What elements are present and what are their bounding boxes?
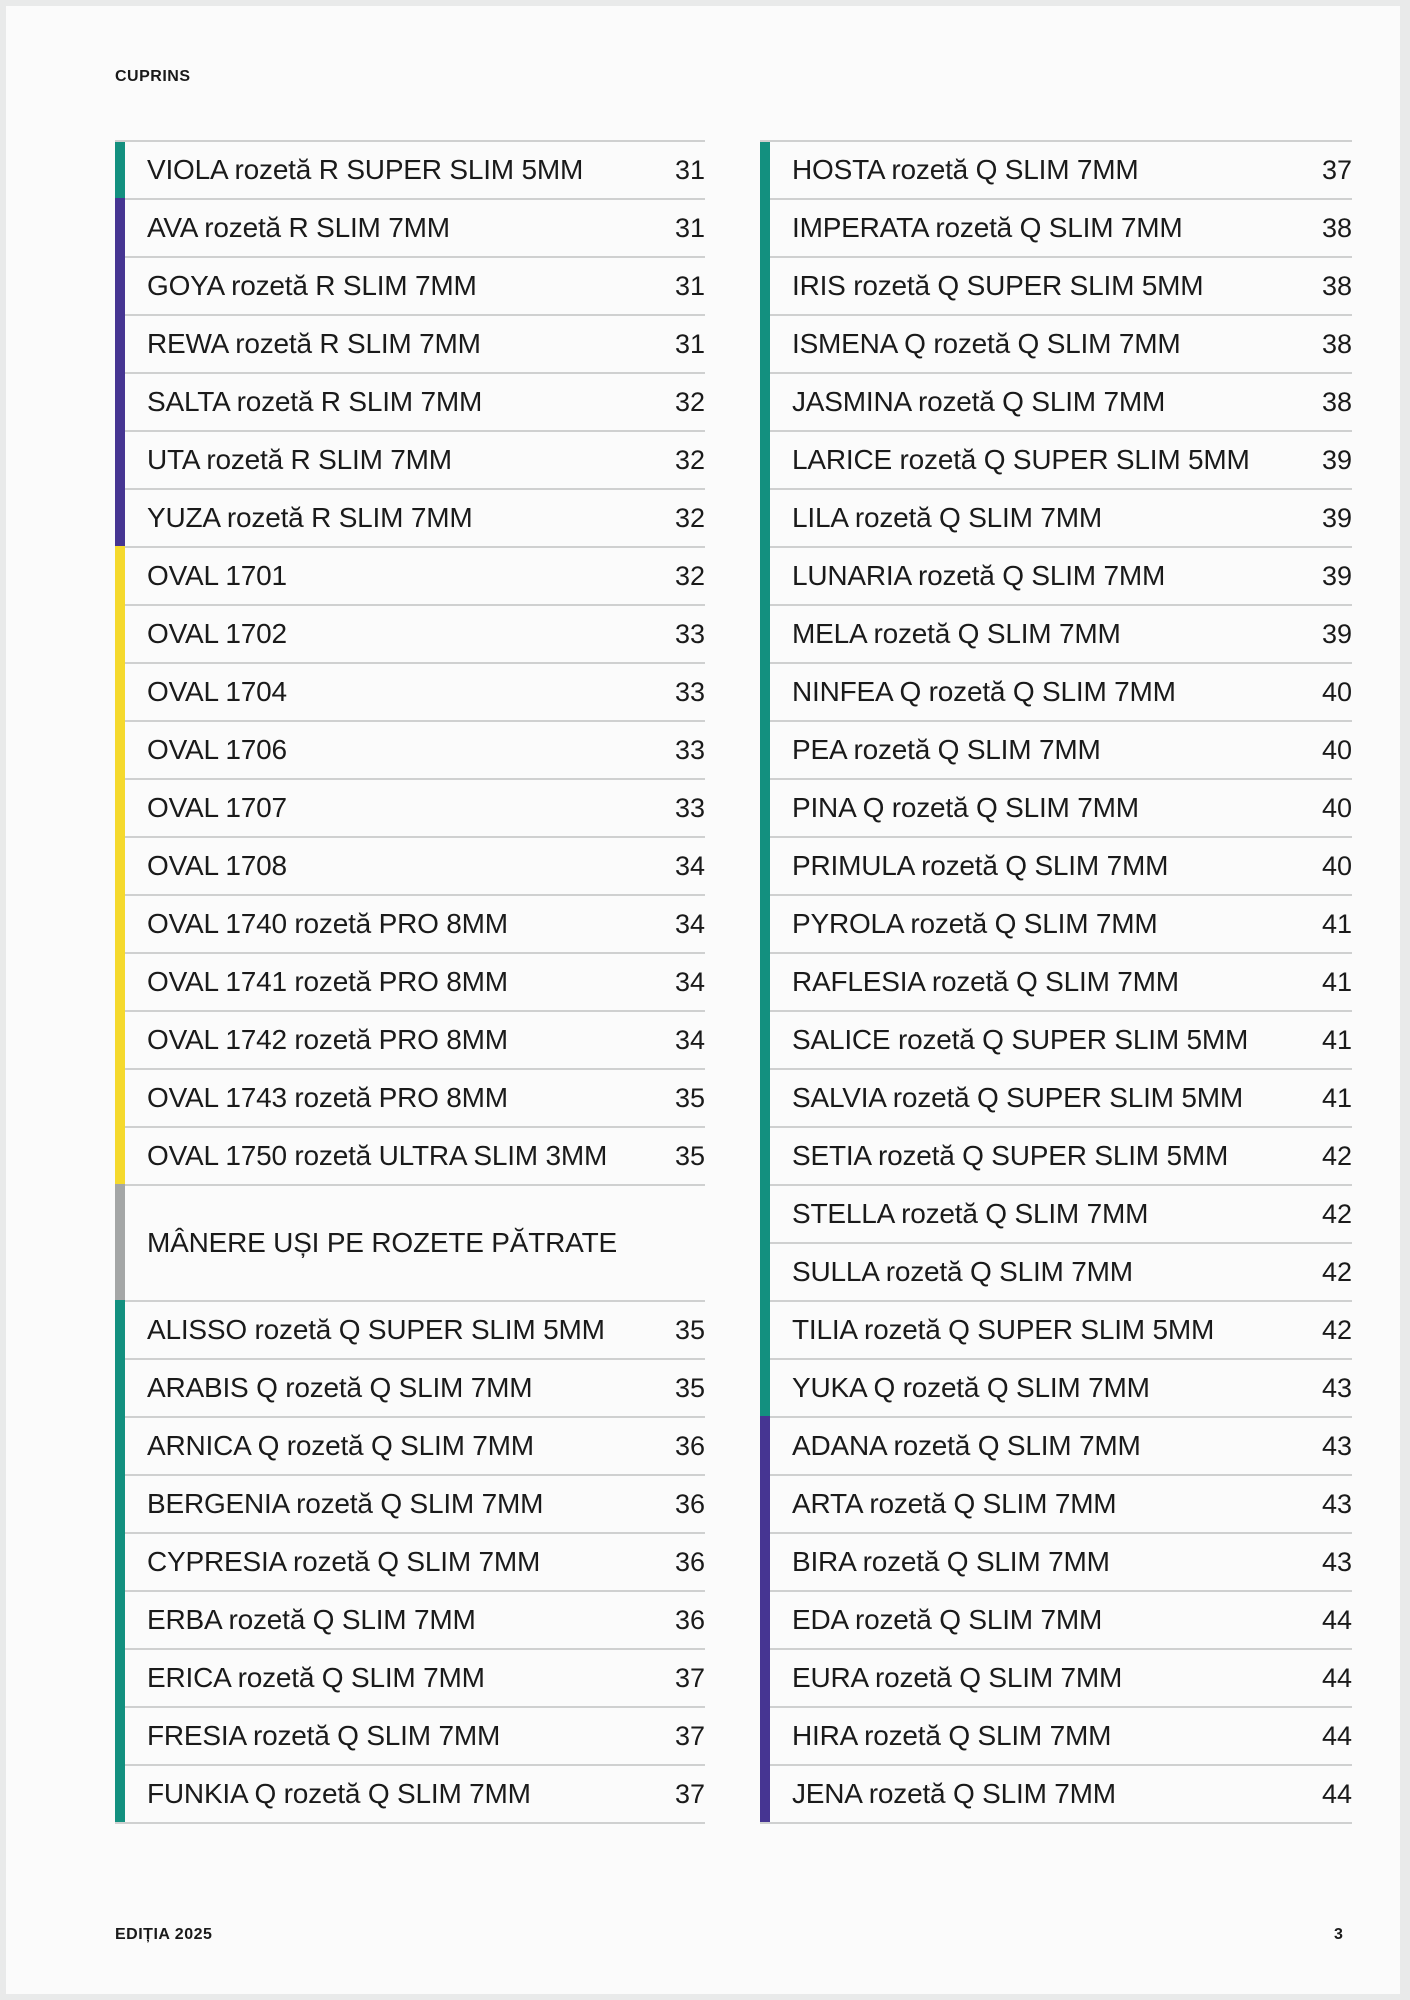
category-color-bar [115, 894, 125, 952]
toc-entry-page: 35 [674, 1314, 705, 1345]
toc-entry-page: 37 [674, 1720, 705, 1751]
toc-left-column [115, 140, 705, 1824]
catalog-page [6, 6, 1400, 1994]
toc-entry-page: 40 [1321, 792, 1352, 823]
toc-entry-label: OVAL 1701 [147, 560, 287, 591]
toc-entry-label: CYPRESIA rozetă Q SLIM 7MM [147, 1546, 541, 1577]
toc-entry-label: SALVIA rozetă Q SUPER SLIM 5MM [792, 1082, 1243, 1113]
toc-entry-label: MÂNERE UȘI PE ROZETE PĂTRATE [147, 1227, 617, 1258]
toc-entry[interactable] [115, 1764, 705, 1822]
toc-entry-label: BERGENIA rozetă Q SLIM 7MM [147, 1488, 544, 1519]
toc-entry-label: VIOLA rozetă R SUPER SLIM 5MM [147, 154, 584, 185]
toc-entry-page: 32 [674, 444, 705, 475]
toc-entry-label: REWA rozetă R SLIM 7MM [147, 328, 481, 359]
column-bottom-rule [115, 1822, 705, 1824]
category-color-bar [760, 1764, 770, 1822]
category-color-bar [760, 1068, 770, 1126]
category-color-bar [760, 720, 770, 778]
toc-entry[interactable] [760, 1764, 1352, 1822]
toc-entry-page: 34 [674, 908, 705, 939]
toc-entry[interactable] [115, 836, 705, 894]
toc-entry[interactable] [760, 1010, 1352, 1068]
toc-entry[interactable] [760, 952, 1352, 1010]
toc-entry-label: OVAL 1740 rozetă PRO 8MM [147, 908, 508, 939]
toc-entry-page: 38 [1321, 270, 1352, 301]
toc-entry[interactable] [115, 662, 705, 720]
toc-entry-page: 44 [1321, 1720, 1352, 1751]
toc-entry-label: PEA rozetă Q SLIM 7MM [792, 734, 1101, 765]
toc-entry-label: PINA Q rozetă Q SLIM 7MM [792, 792, 1139, 823]
toc-entry-page: 39 [1321, 560, 1352, 591]
page-title: CUPRINS [115, 68, 191, 85]
toc-entry[interactable] [115, 1474, 705, 1532]
category-color-bar [115, 256, 125, 314]
toc-entry-page: 41 [1321, 1024, 1352, 1055]
column-bottom-rule [760, 1822, 1352, 1824]
toc-entry[interactable] [115, 1590, 705, 1648]
toc-entry[interactable] [760, 1300, 1352, 1358]
toc-entry-page: 32 [674, 560, 705, 591]
category-color-bar [760, 1010, 770, 1068]
toc-entry-page: 35 [674, 1082, 705, 1113]
category-color-bar [115, 546, 125, 604]
category-color-bar [760, 1184, 770, 1242]
toc-entry[interactable] [760, 720, 1352, 778]
toc-entry-page: 37 [1321, 154, 1352, 185]
toc-entry-page: 31 [674, 270, 705, 301]
category-color-bar [760, 1474, 770, 1532]
category-color-bar [115, 1416, 125, 1474]
toc-entry-label: ISMENA Q rozetă Q SLIM 7MM [792, 328, 1181, 359]
toc-entry[interactable] [115, 1706, 705, 1764]
category-color-bar [115, 198, 125, 256]
category-color-bar [115, 142, 125, 198]
toc-entry-page: 44 [1321, 1604, 1352, 1635]
toc-entry-label: PYROLA rozetă Q SLIM 7MM [792, 908, 1158, 939]
toc-entry-label: MELA rozetă Q SLIM 7MM [792, 618, 1121, 649]
toc-entry[interactable] [760, 1126, 1352, 1184]
toc-entry-label: OVAL 1704 [147, 676, 287, 707]
toc-entry[interactable] [115, 604, 705, 662]
category-color-bar [760, 778, 770, 836]
toc-entry-label: OVAL 1741 rozetă PRO 8MM [147, 966, 508, 997]
toc-entry-label: SALTA rozetă R SLIM 7MM [147, 386, 483, 417]
toc-entry-page: 34 [674, 966, 705, 997]
edition-label: EDIȚIA 2025 [115, 1926, 213, 1943]
toc-entry-page: 36 [674, 1604, 705, 1635]
toc-entry-label: ERICA rozetă Q SLIM 7MM [147, 1662, 485, 1693]
toc-entry-label: OVAL 1742 rozetă PRO 8MM [147, 1024, 508, 1055]
toc-entry-page: 38 [1321, 328, 1352, 359]
category-color-bar [115, 372, 125, 430]
category-color-bar [760, 662, 770, 720]
toc-entry-page: 43 [1321, 1546, 1352, 1577]
category-color-bar [115, 1184, 125, 1300]
toc-entry-label: EDA rozetă Q SLIM 7MM [792, 1604, 1103, 1635]
category-color-bar [115, 1126, 125, 1184]
category-color-bar [760, 372, 770, 430]
toc-entry[interactable] [115, 372, 705, 430]
toc-entry-page: 34 [674, 850, 705, 881]
toc-entry[interactable] [760, 488, 1352, 546]
toc-entry-label: ARNICA Q rozetă Q SLIM 7MM [147, 1430, 534, 1461]
toc-entry[interactable] [760, 604, 1352, 662]
category-color-bar [115, 604, 125, 662]
toc-entry-label: BIRA rozetă Q SLIM 7MM [792, 1546, 1110, 1577]
toc-entry-label: LARICE rozetă Q SUPER SLIM 5MM [792, 444, 1250, 475]
category-color-bar [760, 604, 770, 662]
toc-entry-label: LILA rozetă Q SLIM 7MM [792, 502, 1102, 533]
category-color-bar [760, 836, 770, 894]
toc-entry[interactable] [115, 546, 705, 604]
category-color-bar [760, 1532, 770, 1590]
toc-entry[interactable] [115, 1648, 705, 1706]
toc-entry[interactable] [760, 546, 1352, 604]
toc-entry-page: 41 [1321, 1082, 1352, 1113]
toc-entry[interactable] [115, 894, 705, 952]
toc-entry[interactable] [760, 836, 1352, 894]
toc-entry-label: ARABIS Q rozetă Q SLIM 7MM [147, 1372, 533, 1403]
toc-entry[interactable] [760, 430, 1352, 488]
toc-entry-label: GOYA rozetă R SLIM 7MM [147, 270, 477, 301]
category-color-bar [115, 952, 125, 1010]
toc-entry[interactable] [115, 1068, 705, 1126]
toc-entry-label: UTA rozetă R SLIM 7MM [147, 444, 452, 475]
toc-entry[interactable] [760, 198, 1352, 256]
category-color-bar [115, 1648, 125, 1706]
category-color-bar [760, 952, 770, 1010]
toc-entry[interactable] [115, 720, 705, 778]
toc-entry[interactable] [760, 140, 1352, 198]
toc-right-column [760, 140, 1352, 1824]
toc-entry-label: OVAL 1702 [147, 618, 287, 649]
toc-entry[interactable] [760, 1706, 1352, 1764]
category-color-bar [760, 256, 770, 314]
toc-entry-label: STELLA rozetă Q SLIM 7MM [792, 1198, 1149, 1229]
toc-entry-label: ADANA rozetă Q SLIM 7MM [792, 1430, 1141, 1461]
category-color-bar [760, 314, 770, 372]
toc-entry-page: 38 [1321, 386, 1352, 417]
toc-entry-page: 42 [1321, 1314, 1352, 1345]
category-color-bar [115, 1532, 125, 1590]
toc-entry[interactable] [115, 430, 705, 488]
toc-entry-label: HOSTA rozetă Q SLIM 7MM [792, 154, 1139, 185]
toc-entry-label: NINFEA Q rozetă Q SLIM 7MM [792, 676, 1176, 707]
category-color-bar [115, 836, 125, 894]
category-color-bar [115, 1590, 125, 1648]
toc-entry-page: 37 [674, 1778, 705, 1809]
category-color-bar [115, 662, 125, 720]
toc-entry-label: PRIMULA rozetă Q SLIM 7MM [792, 850, 1169, 881]
toc-entry-page: 40 [1321, 850, 1352, 881]
category-color-bar [115, 778, 125, 836]
category-color-bar [115, 430, 125, 488]
toc-entry[interactable] [760, 662, 1352, 720]
toc-entry-label: YUKA Q rozetă Q SLIM 7MM [792, 1372, 1150, 1403]
toc-entry-page: 36 [674, 1430, 705, 1461]
toc-entry-page: 43 [1321, 1430, 1352, 1461]
category-color-bar [760, 142, 770, 198]
toc-entry-label: ERBA rozetă Q SLIM 7MM [147, 1604, 476, 1635]
toc-entry-page: 42 [1321, 1256, 1352, 1287]
toc-entry-page: 41 [1321, 966, 1352, 997]
toc-entry-label: YUZA rozetă R SLIM 7MM [147, 502, 473, 533]
toc-entry-page: 33 [674, 676, 705, 707]
category-color-bar [760, 546, 770, 604]
category-color-bar [115, 488, 125, 546]
toc-entry-page: 32 [674, 502, 705, 533]
category-color-bar [760, 430, 770, 488]
toc-entry-page: 39 [1321, 444, 1352, 475]
toc-entry-label: OVAL 1706 [147, 734, 287, 765]
toc-entry[interactable] [760, 1532, 1352, 1590]
toc-entry[interactable] [115, 1532, 705, 1590]
toc-entry[interactable] [115, 314, 705, 372]
toc-entry-label: IMPERATA rozetă Q SLIM 7MM [792, 212, 1183, 243]
category-color-bar [115, 314, 125, 372]
toc-entry[interactable] [760, 1648, 1352, 1706]
toc-entry-page: 44 [1321, 1662, 1352, 1693]
toc-entry[interactable] [760, 1358, 1352, 1416]
toc-entry[interactable] [115, 1416, 705, 1474]
toc-entry[interactable] [760, 314, 1352, 372]
toc-entry-page: 33 [674, 734, 705, 765]
category-color-bar [760, 488, 770, 546]
toc-entry-page: 41 [1321, 908, 1352, 939]
toc-entry-page: 32 [674, 386, 705, 417]
toc-entry-label: SALICE rozetă Q SUPER SLIM 5MM [792, 1024, 1249, 1055]
toc-entry-label: LUNARIA rozetă Q SLIM 7MM [792, 560, 1166, 591]
toc-entry[interactable] [115, 1300, 705, 1358]
toc-entry-page: 43 [1321, 1488, 1352, 1519]
toc-entry-label: SULLA rozetă Q SLIM 7MM [792, 1256, 1133, 1287]
toc-entry-label: OVAL 1708 [147, 850, 287, 881]
category-color-bar [760, 1358, 770, 1416]
toc-entry[interactable] [760, 1474, 1352, 1532]
toc-entry-page: 42 [1321, 1140, 1352, 1171]
toc-entry-page: 38 [1321, 212, 1352, 243]
toc-entry[interactable] [760, 1068, 1352, 1126]
toc-entry[interactable] [115, 1126, 705, 1184]
toc-entry[interactable] [760, 894, 1352, 952]
category-color-bar [760, 1706, 770, 1764]
toc-entry[interactable] [115, 488, 705, 546]
toc-entry-page: 44 [1321, 1778, 1352, 1809]
category-color-bar [760, 1126, 770, 1184]
toc-entry-page: 34 [674, 1024, 705, 1055]
toc-entry-page: 40 [1321, 734, 1352, 765]
category-color-bar [115, 1300, 125, 1358]
toc-entry[interactable] [760, 256, 1352, 314]
toc-entry[interactable] [115, 198, 705, 256]
toc-entry-page: 39 [1321, 618, 1352, 649]
toc-entry-label: AVA rozetă R SLIM 7MM [147, 212, 450, 243]
toc-entry-label: JASMINA rozetă Q SLIM 7MM [792, 386, 1166, 417]
toc-entry[interactable] [760, 1590, 1352, 1648]
toc-entry-label: RAFLESIA rozetă Q SLIM 7MM [792, 966, 1179, 997]
category-color-bar [760, 1648, 770, 1706]
toc-entry-label: OVAL 1750 rozetă ULTRA SLIM 3MM [147, 1140, 608, 1171]
category-color-bar [115, 1358, 125, 1416]
toc-entry-label: OVAL 1707 [147, 792, 287, 823]
toc-entry[interactable] [115, 1358, 705, 1416]
toc-entry[interactable] [760, 1416, 1352, 1474]
toc-entry-label: EURA rozetă Q SLIM 7MM [792, 1662, 1123, 1693]
category-color-bar [760, 1416, 770, 1474]
page-number: 3 [1334, 1926, 1343, 1943]
toc-entry-page: 33 [674, 618, 705, 649]
toc-entry-label: SETIA rozetă Q SUPER SLIM 5MM [792, 1140, 1229, 1171]
toc-entry-label: HIRA rozetă Q SLIM 7MM [792, 1720, 1112, 1751]
toc-entry-label: ALISSO rozetă Q SUPER SLIM 5MM [147, 1314, 605, 1345]
category-color-bar [115, 1474, 125, 1532]
toc-entry[interactable] [115, 256, 705, 314]
toc-entry-label: OVAL 1743 rozetă PRO 8MM [147, 1082, 508, 1113]
toc-entry-label: TILIA rozetă Q SUPER SLIM 5MM [792, 1314, 1215, 1345]
toc-entry[interactable] [760, 1242, 1352, 1300]
toc-entry[interactable] [115, 140, 705, 198]
category-color-bar [115, 1068, 125, 1126]
toc-entry-label: JENA rozetă Q SLIM 7MM [792, 1778, 1116, 1809]
category-color-bar [115, 720, 125, 778]
toc-entry[interactable] [115, 1010, 705, 1068]
toc-entry-page: 36 [674, 1546, 705, 1577]
category-color-bar [115, 1764, 125, 1822]
toc-entry-label: FRESIA rozetă Q SLIM 7MM [147, 1720, 501, 1751]
toc-section-heading[interactable] [115, 1184, 705, 1300]
category-color-bar [115, 1706, 125, 1764]
toc-entry-page: 31 [674, 212, 705, 243]
toc-entry[interactable] [115, 952, 705, 1010]
toc-entry-page: 31 [674, 328, 705, 359]
toc-entry-page: 37 [674, 1662, 705, 1693]
toc-entry-page: 33 [674, 792, 705, 823]
toc-entry-page: 31 [674, 154, 705, 185]
toc-entry[interactable] [115, 778, 705, 836]
category-color-bar [115, 1010, 125, 1068]
toc-entry-page: 42 [1321, 1198, 1352, 1229]
toc-entry[interactable] [760, 1184, 1352, 1242]
toc-entry-label: FUNKIA Q rozetă Q SLIM 7MM [147, 1778, 531, 1809]
category-color-bar [760, 198, 770, 256]
toc-entry-page: 36 [674, 1488, 705, 1519]
toc-entry-page: 35 [674, 1372, 705, 1403]
toc-entry-page: 43 [1321, 1372, 1352, 1403]
toc-entry-label: ARTA rozetă Q SLIM 7MM [792, 1488, 1117, 1519]
toc-entry-page: 39 [1321, 502, 1352, 533]
toc-entry-page: 40 [1321, 676, 1352, 707]
toc-entry-page: 35 [674, 1140, 705, 1171]
category-color-bar [760, 894, 770, 952]
toc-entry-label: IRIS rozetă Q SUPER SLIM 5MM [792, 270, 1204, 301]
toc-entry[interactable] [760, 778, 1352, 836]
toc-entry[interactable] [760, 372, 1352, 430]
category-color-bar [760, 1300, 770, 1358]
category-color-bar [760, 1590, 770, 1648]
category-color-bar [760, 1242, 770, 1300]
